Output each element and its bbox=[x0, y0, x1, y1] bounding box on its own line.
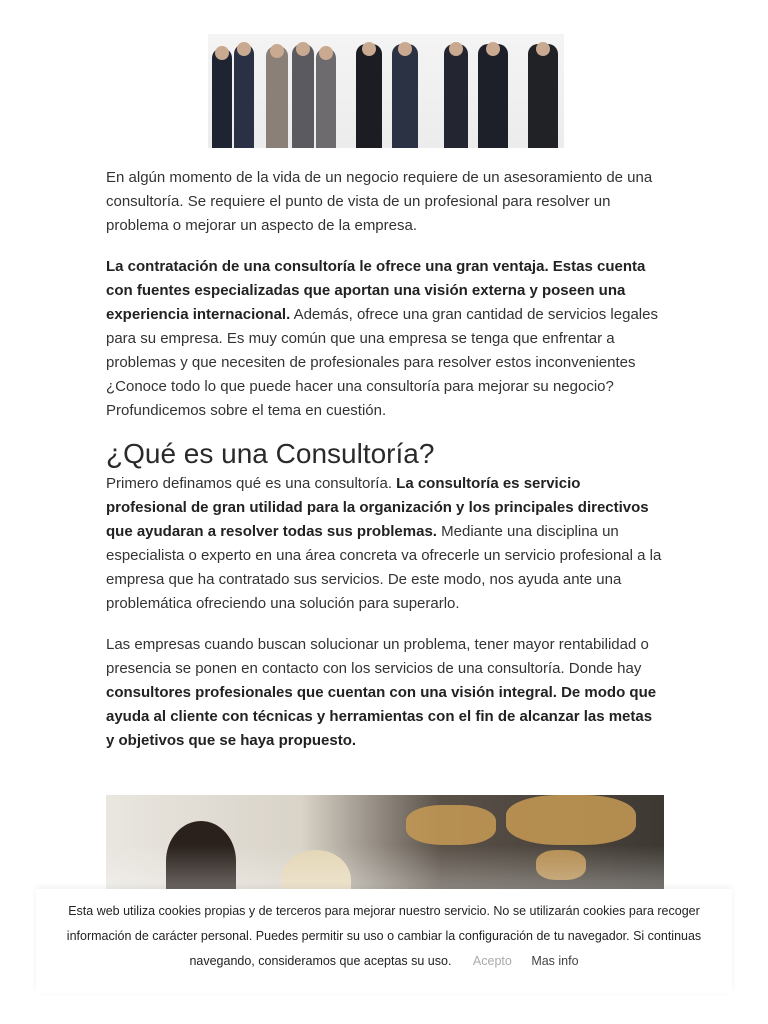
paragraph-companies-start: Las empresas cuando buscan solucionar un problema, tener mayor rentabilidad o presencia se ponen en contacto con los servicios de una consultoría. Donde hay bbox=[106, 636, 649, 677]
figure bbox=[316, 48, 336, 148]
paragraph-advantage bbox=[106, 255, 664, 423]
paragraph-companies-bold: consultores profesionales que cuentan con una visión integral. De modo que ayuda al cliente con técnicas y herramientas con el fin de alcanzar las metas y objetivos que se haya propuesto. bbox=[106, 684, 657, 749]
figure bbox=[266, 46, 288, 148]
more-info-link[interactable]: Mas info bbox=[531, 954, 579, 968]
paragraph-intro bbox=[106, 166, 664, 238]
hero-image-business-people bbox=[208, 34, 564, 148]
figure bbox=[356, 44, 382, 148]
paragraph-companies bbox=[106, 633, 664, 753]
paragraph-definition-bold: La consultoría es servicio profesional de gran utilidad para la organización y los principales directivos que ayudaran a resolver todas sus problemas. bbox=[106, 475, 649, 540]
paragraph-definition bbox=[106, 472, 664, 616]
figure bbox=[212, 48, 232, 148]
paragraph-advantage-bold: La contratación de una consultoría le ofrece una gran ventaja. Estas cuenta con fuentes especializadas que aportan una visión externa y poseen una experiencia internacional. bbox=[106, 258, 646, 323]
figure bbox=[528, 44, 558, 148]
cookie-message: Esta web utiliza cookies propias y de terceros para mejorar nuestro servicio. No se utilizarán cookies para recoger información de carácter personal. Puedes permitir su uso o cambiar la configuración de tu navegador. Si continuas navegando, consideramos que aceptas su uso. bbox=[66, 904, 702, 968]
scroll-fade bbox=[36, 845, 732, 895]
paragraph-definition-text: Mediante una disciplina un especialista o experto en una área concreta va ofrecerle un servicio profesional a la empresa que ha contratado sus servicios. De este modo, nos ayuda ante una problemática ofreciendo una solución para superarlo. bbox=[106, 523, 662, 612]
figure bbox=[392, 44, 418, 148]
paragraph-definition-start: Primero definamos qué es una consultoría. bbox=[106, 475, 397, 492]
article-body bbox=[106, 166, 664, 770]
paragraph-advantage-text: Además, ofrece una gran cantidad de servicios legales para su empresa. Es muy común que una empresa se tenga que enfrentar a problemas y que necesiten de profesionales para resolver estos inconvenientes ¿Conoce todo lo que puede hacer una consultoría para mejorar su negocio? Profundicemos sobre el tema en cuestión. bbox=[106, 306, 658, 419]
paragraph-intro-text: En algún momento de la vida de un negocio requiere de un asesoramiento de una consultoría. Se requiere el punto de vista de un profesional para resolver un problema o mejorar un aspecto de la empresa. bbox=[106, 169, 653, 234]
world-map-shape bbox=[406, 805, 496, 845]
cookie-banner bbox=[36, 889, 732, 993]
figure bbox=[292, 44, 314, 148]
accept-cookies-button[interactable]: Acepto bbox=[472, 954, 512, 968]
figure bbox=[444, 44, 468, 148]
section-heading: ¿Qué es una Consultoría? bbox=[106, 438, 435, 469]
figure bbox=[478, 44, 508, 148]
world-map-shape bbox=[506, 795, 636, 845]
figure bbox=[234, 44, 254, 148]
